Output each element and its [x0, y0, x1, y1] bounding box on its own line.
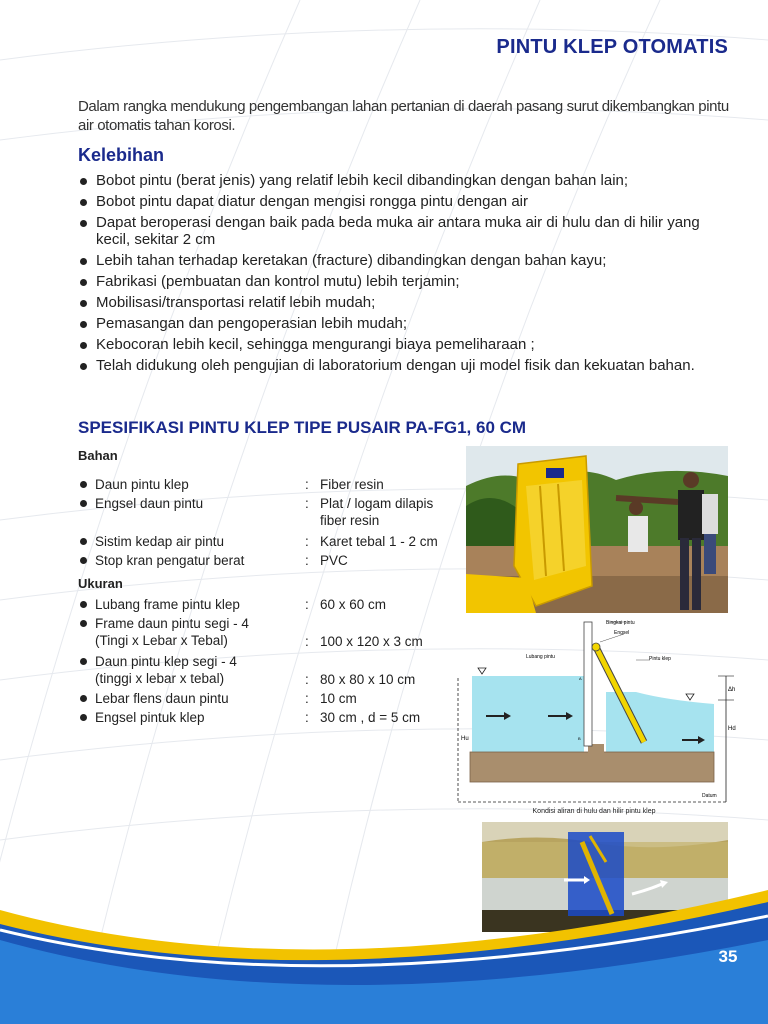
advantage-item: Bobot pintu (berat jenis) yang relatif lebih kecil dibandingkan dengan bahan lain; — [78, 172, 728, 189]
label-a: A — [579, 676, 582, 681]
spec-label: Lebar flens daun pintu — [95, 691, 229, 706]
advantage-item: Bobot pintu dapat diatur dengan mengisi rongga pintu dengan air — [78, 193, 728, 210]
bullet-icon — [80, 601, 87, 608]
label-hd: Hd — [728, 726, 736, 732]
spec-label: Lubang frame pintu klep — [95, 597, 240, 612]
label-engsel: Engsel — [614, 630, 630, 636]
label-datum: Datum — [702, 793, 717, 799]
intro-paragraph: Dalam rangka mendukung pengembangan lahan pertanian di daerah pasang surut dikembangkan pintu air otomatis tahan korosi. — [78, 98, 729, 134]
spec-value: 10 cm — [320, 691, 357, 706]
advantage-item: Telah didukung oleh pengujian di laboratorium dengan uji model fisik dan kekuatan bahan. — [78, 357, 728, 374]
diagram-caption: Kondisi aliran di hulu dan hilir pintu klep — [532, 808, 656, 815]
bullet-icon — [80, 714, 87, 721]
advantage-item: Lebih tahan terhadap keretakan (fracture) dibandingkan dengan bahan kayu; — [78, 252, 728, 269]
page-title: PINTU KLEP OTOMATIS — [496, 36, 728, 58]
advantages-heading: Kelebihan — [78, 145, 165, 165]
spec-heading: SPESIFIKASI PINTU KLEP TIPE PUSAIR PA-FG1, 60 CM — [78, 418, 527, 437]
footer-swoosh — [0, 880, 768, 1024]
label-b: B — [578, 736, 581, 741]
spec-value: 30 cm , d = 5 cm — [320, 710, 421, 725]
spec-label: Daun pintu klep — [95, 477, 189, 492]
bullet-icon — [80, 557, 87, 564]
advantages-list — [78, 172, 728, 378]
bullet-icon — [80, 658, 87, 665]
spec-value: Plat / logam dilapis fiber resin — [320, 496, 434, 528]
spec-label: Daun pintu klep segi - 4 (tinggi x lebar x tebal) — [95, 654, 237, 686]
spec-label: Engsel pintuk klep — [95, 710, 205, 725]
spec-label: Sistim kedap air pintu — [95, 534, 225, 549]
advantage-item: Mobilisasi/transportasi relatif lebih mudah; — [78, 294, 728, 311]
bullet-icon — [80, 538, 87, 545]
ukuran-heading: Ukuran — [78, 576, 123, 591]
advantage-item: Dapat beroperasi dengan baik pada beda muka air antara muka air di hulu dan di hilir yang kecil, sekitar 2 cm — [78, 214, 728, 248]
bullet-icon — [80, 695, 87, 702]
bullet-icon — [80, 481, 87, 488]
spec-label: Engsel daun pintu — [95, 496, 204, 511]
bahan-heading: Bahan — [78, 448, 118, 463]
spec-value: PVC — [320, 553, 348, 568]
page-number: 35 — [718, 947, 738, 966]
spec-label: Stop kran pengatur berat — [95, 553, 245, 568]
advantage-item: Kebocoran lebih kecil, sehingga mengurangi biaya pemeliharaan ; — [78, 336, 728, 353]
label-bingkai: Bingkai pintu — [606, 620, 635, 626]
spec-value: Karet tebal 1 - 2 cm — [320, 534, 438, 549]
field-photo — [466, 446, 728, 613]
advantage-item: Pemasangan dan pengoperasian lebih mudah; — [78, 315, 728, 332]
spec-label: Frame daun pintu segi - 4 (Tingi x Lebar x Tebal) — [95, 616, 249, 648]
bullet-icon — [80, 620, 87, 627]
label-hu: Hu — [461, 736, 469, 742]
spec-value: 80 x 80 x 10 cm — [320, 672, 416, 687]
advantage-item: Fabrikasi (pembuatan dan kontrol mutu) lebih terjamin; — [78, 273, 728, 290]
bullet-icon — [80, 500, 87, 507]
label-lubang: Lubang pintu — [526, 654, 555, 660]
spec-value: 60 x 60 cm — [320, 597, 387, 612]
label-dh: Δh — [728, 687, 736, 693]
spec-value: Fiber resin — [320, 477, 384, 492]
flow-diagram — [456, 612, 746, 812]
spec-value: 100 x 120 x 3 cm — [320, 634, 423, 649]
label-pintu-klep: Pintu klep — [649, 656, 671, 662]
